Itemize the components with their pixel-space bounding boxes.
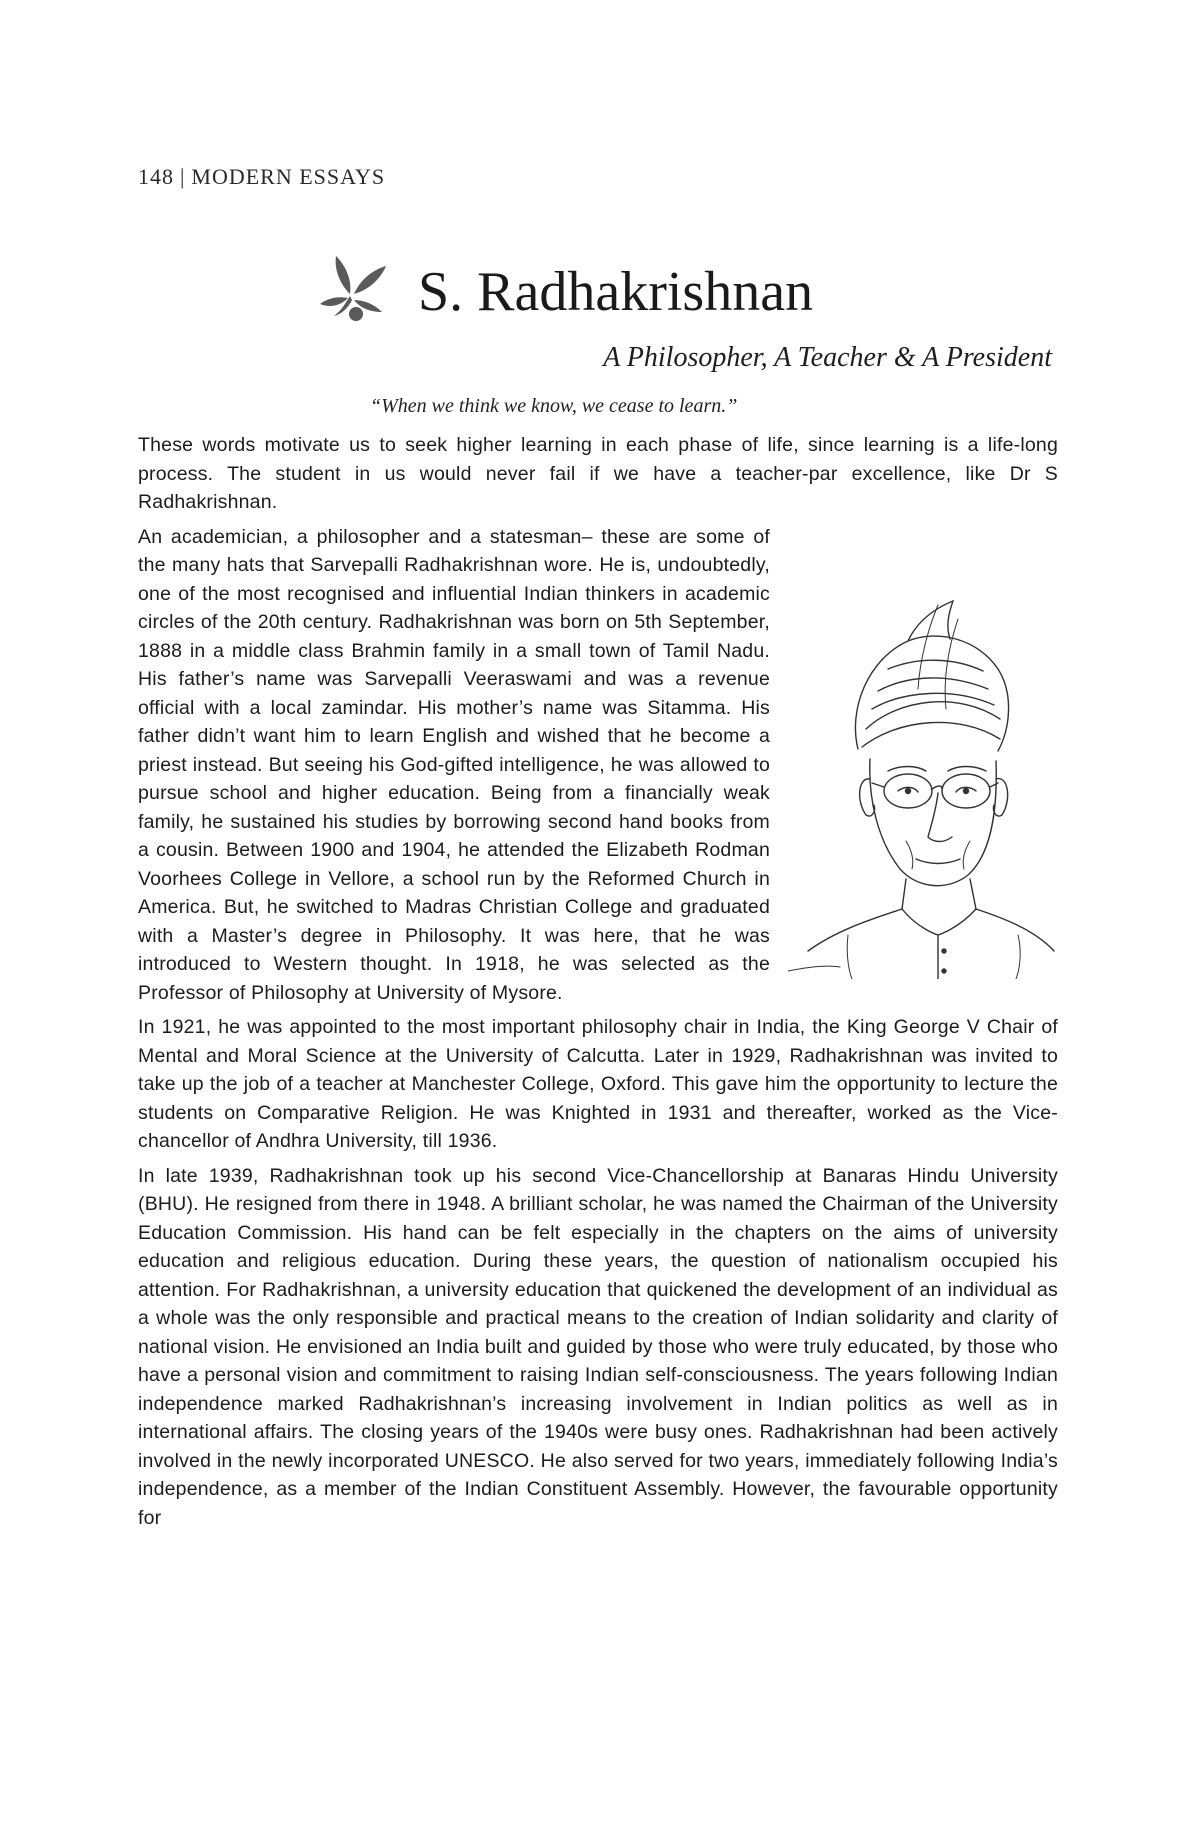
paragraph: In late 1939, Radhakrishnan took up his second Vice-Chancellorship at Banaras Hindu University (BHU). He resigned from there in 1948. A brilliant scholar, he was named the Chairman of the University Education Commission. His hand can be felt especially in the chapters on the aims of university education and religious education. During these years, the question of nationalism occupied his attention. For Radhakrishnan, a university education that quickened the development of an individual as a whole was the only responsible and practical means to the creation of Indian solidarity and clarity of national vision. He envisioned an India built and guided by those who were truly educated, by those who have a personal vision and commitment to raising Indian self-consciousness. The years following Indian independence marked Radhakrishnan’s increasing involvement in Indian politics as well as in international affairs. The closing years of the 1940s were busy ones. Radhakrishnan had been actively involved in the newly incorporated UNESCO. He also served for two years, immediately following India’s independence, as a member of the Indian Constituent Assembly. However, the favourable opportunity for [138, 1164, 1058, 1529]
chapter-subtitle: A Philosopher, A Teacher & A President [603, 342, 1052, 373]
paragraph: In 1921, he was appointed to the most important philosophy chair in India, the King George V Chair of Mental and Moral Science at the University of Calcutta. Later in 1929, Radhakrishnan was invited to take up the job of a teacher at Manchester College, Oxford. This gave him the opportunity to lecture the students on Comparative Religion. He was Knighted in 1931 and thereafter, worked as the Vice-chancellor of Andhra University, till 1936. [138, 1016, 1058, 1152]
header-separator: | [180, 164, 186, 189]
paragraph: An academician, a philosopher and a statesman– these are some of the many hats that Sarvepalli Radhakrishnan wore. He is, undoubtedly, one of the most recognised and influential Indian thinkers in academic circles of the 20th century. Radhakrishnan was born on 5th September, 1888 in a middle class Brahmin family in a small town of Tamil Nadu. His father’s name was Sarvepalli Veeraswami and was a revenue official with a local zamindar. His mother’s name was Sitamma. His father didn’t want him to learn English and wished that he become a priest instead. But seeing his God-gifted intelligence, he was allowed to pursue school and higher education. Being from a financially weak family, he sustained his studies by borrowing second hand books from a cousin. Between 1900 and 1904, he attended the Elizabeth Rodman Voorhees College in Vellore, a school run by the Reformed Church in America. But, he switched to Madras Christian College and graduated with a Master’s degree in Philosophy. It was here, that he was introduced to Western thought. In 1918, he was selected as the Professor of Philosophy at University of Mysore. [138, 525, 770, 1004]
article-body [138, 431, 1058, 1538]
book-title: MODERN ESSAYS [191, 164, 386, 189]
chapter-title: S. Radhakrishnan [418, 260, 814, 323]
running-head [138, 164, 385, 190]
epigraph-quote: “When we think we know, we cease to learn.” [370, 395, 738, 417]
paragraph: These words motivate us to seek higher learning in each phase of life, since learning is a life-long process. The student in us would never fail if we have a teacher-par excellence, like Dr S Radhakrishnan. [138, 434, 1058, 513]
portrait-sketch-icon [788, 579, 1058, 979]
leaf-ornament-icon [320, 254, 418, 329]
chapter-title-row [320, 254, 813, 329]
page-number: 148 [138, 164, 174, 189]
